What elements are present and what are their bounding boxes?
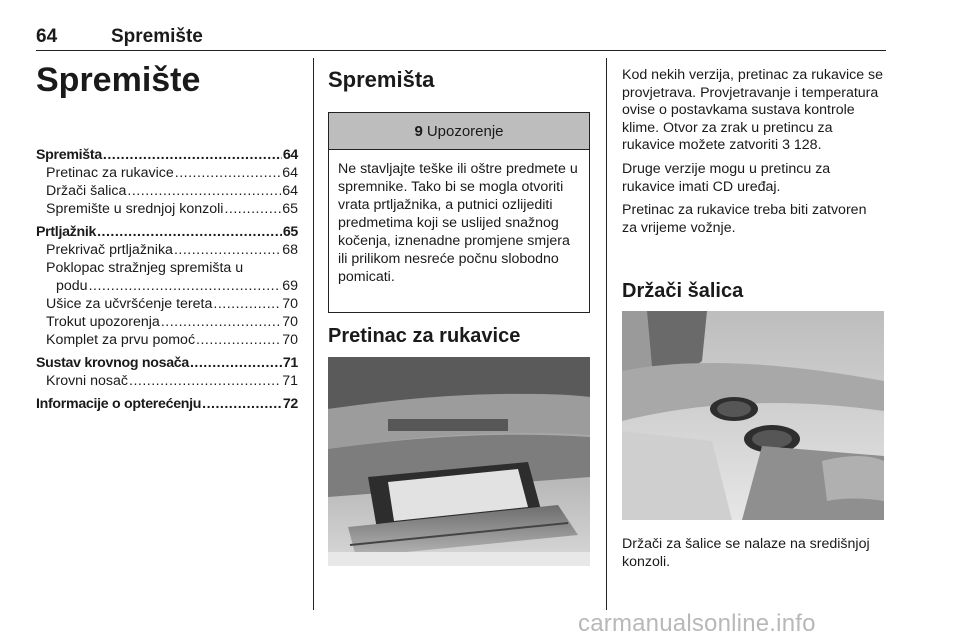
toc-entry-page: 65 [282, 224, 298, 240]
toc-entry[interactable] [36, 277, 298, 295]
toc-entry[interactable] [36, 241, 298, 259]
warning-box [328, 112, 590, 313]
toc-leader [89, 277, 282, 295]
toc-entry-label: podu [56, 278, 88, 294]
watermark: carmanualsonline.info [578, 610, 816, 637]
toc-entry-label: Pretinac za rukavice [46, 165, 174, 181]
toc-entry-label: Prtljažnik [36, 224, 97, 240]
toc-entry[interactable] [36, 395, 298, 413]
toc-entry-label: Sustav krovnog nosača [36, 355, 189, 371]
warning-header [329, 113, 589, 150]
toc-leader [127, 182, 281, 200]
toc-entry-page: 64 [282, 165, 298, 181]
toc-entry-page: 64 [282, 147, 298, 163]
toc-leader [224, 200, 281, 218]
toc-entry-label: Ušice za učvršćenje tereta [46, 296, 213, 312]
toc-leader [129, 372, 281, 390]
toc-entry-page: 64 [282, 183, 298, 199]
toc-entry[interactable] [36, 295, 298, 313]
toc-entry-page: 69 [282, 278, 298, 294]
body-paragraph: Druge verzije mogu u pretincu za rukavice imati CD uređaj. [622, 160, 831, 195]
warning-text: Ne stavljajte teške ili oštre predmete u spremnike. Tako bi se mogla otvoriti vrata prtljažnika, a putnici ozlijediti predmetima koji se uslijed snažnog kočenja, iznenadne promjene smjera ili prilikom nesreće počnu slobodno pomicati. [338, 161, 578, 285]
toc-entry-page: 70 [282, 314, 298, 330]
toc-leader [103, 146, 282, 164]
toc-entry-page: 68 [282, 242, 298, 258]
toc-leader [174, 241, 281, 259]
toc-entry-label: Informacije o opterećenju [36, 396, 202, 412]
toc-entry-label: Spremište u srednjoj konzoli [46, 201, 224, 217]
body-paragraph: Pretinac za rukavice treba biti zatvoren za vrijeme vožnje. [622, 202, 867, 236]
subsection-title: Pretinac za rukavice [328, 325, 521, 347]
toc-entry-label: Prekrivač prtljažnika [46, 242, 173, 258]
toc-entry-page: 65 [282, 201, 298, 217]
toc-entry-page: 71 [282, 355, 298, 371]
section-title: Spremišta [328, 67, 435, 92]
image-caption: Držači za šalice se nalaze na središnjoj konzoli. [622, 536, 870, 570]
toc-leader [161, 313, 281, 331]
toc-leader [196, 331, 281, 349]
toc-entry-page: 72 [282, 396, 298, 412]
toc-leader [190, 354, 282, 372]
toc-entry[interactable] [36, 200, 298, 218]
page-number: 64 [36, 26, 58, 47]
warning-heading: Upozorenje [426, 122, 504, 140]
body-text-column [622, 67, 884, 243]
column-divider-2 [606, 58, 607, 610]
cupholder-photo [622, 311, 884, 520]
running-header-title: Spremište [111, 26, 203, 47]
toc-entry[interactable] [36, 182, 298, 200]
toc-entry-page: 71 [282, 373, 298, 389]
toc-entry[interactable] [36, 146, 298, 164]
toc-entry-label: Krovni nosač [46, 373, 129, 389]
column-divider-1 [313, 58, 314, 610]
page-reference[interactable]: 128. [793, 137, 822, 154]
toc-leader [175, 164, 281, 182]
toc-entry-label: Spremišta [36, 147, 102, 163]
chapter-title: Spremište [36, 61, 201, 99]
toc-entry-label-wrap[interactable]: Poklopac stražnjeg spremišta u [46, 260, 244, 276]
toc-entry-label: Komplet za prvu pomoć [46, 332, 196, 348]
toc-leader [97, 223, 282, 241]
body-paragraph [622, 67, 884, 155]
toc-leader [213, 295, 281, 313]
toc-entry-page: 70 [282, 296, 298, 312]
subsection-title: Držači šalica [622, 280, 744, 302]
toc-leader [202, 395, 282, 413]
header-rule [36, 50, 886, 51]
toc-entry-label: Držači šalica [46, 183, 127, 199]
toc-entry[interactable] [36, 223, 298, 241]
toc-entry[interactable] [36, 354, 298, 372]
toc-entry[interactable] [36, 372, 298, 390]
toc-entry[interactable] [36, 164, 298, 182]
glovebox-photo [328, 357, 590, 566]
toc-entry[interactable] [36, 313, 298, 331]
warning-triangle-icon: 9 [414, 122, 423, 140]
body-paragraph-text: Kod nekih verzija, pretinac za rukavice se provjetrava. Provjetravanje i temperatura ovise o postavkama sustava kontrole klime. Otvor za zrak u pretincu za rukavice možete zatvoriti [622, 67, 884, 154]
page-reference-icon: 3 [782, 137, 790, 154]
table-of-contents [36, 146, 298, 413]
toc-entry-page: 70 [282, 332, 298, 348]
toc-entry-label: Trokut upozorenja [46, 314, 160, 330]
toc-entry[interactable] [36, 331, 298, 349]
